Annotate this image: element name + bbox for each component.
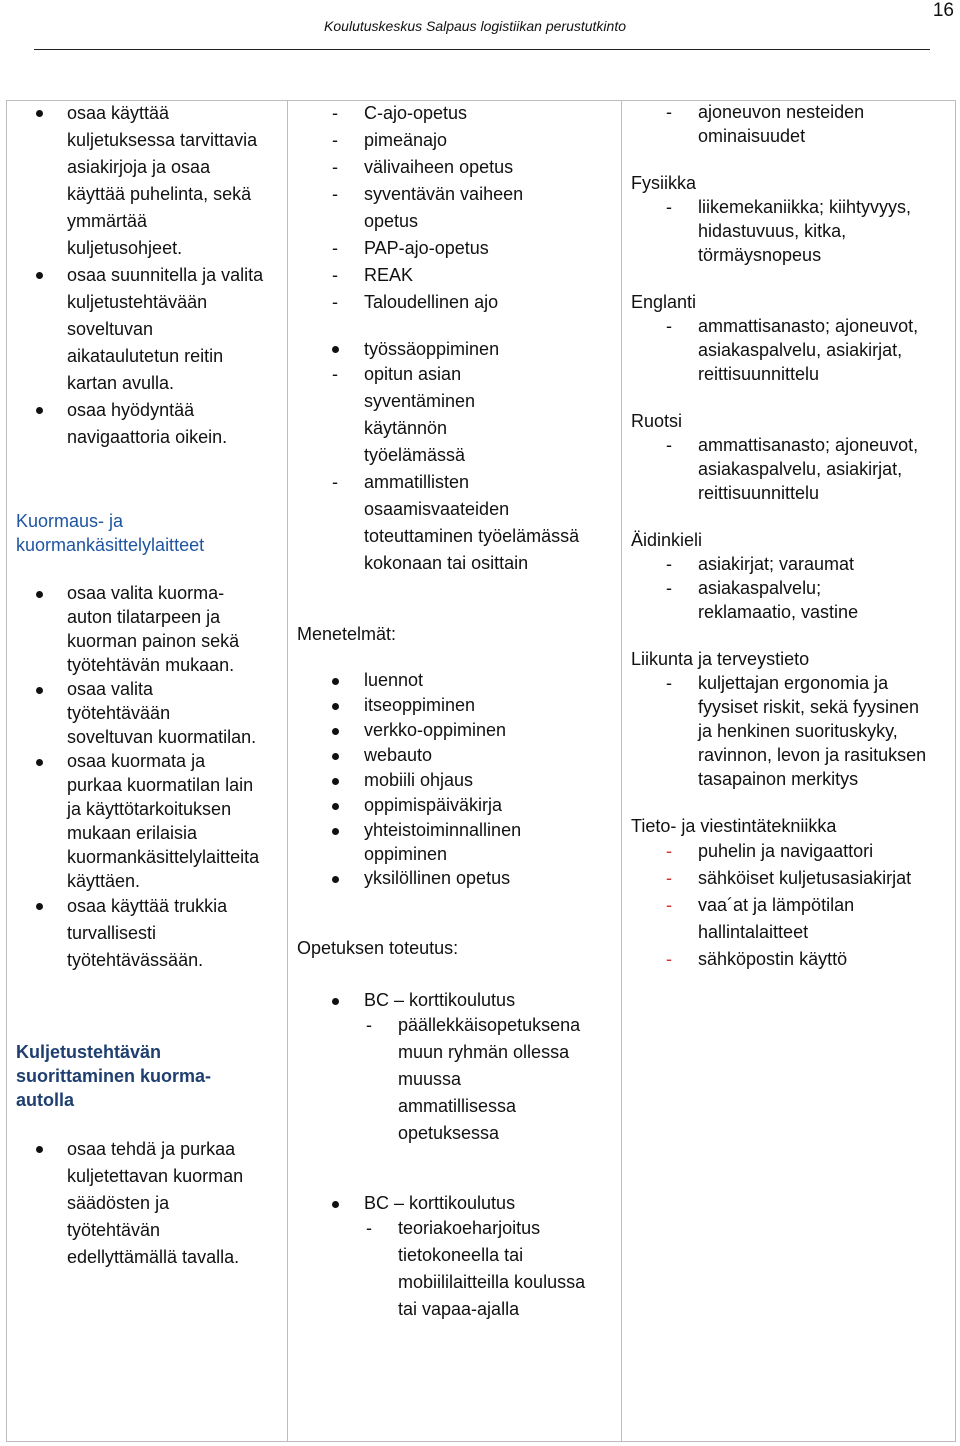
list-item: yhteistoiminnallinen oppiminen	[297, 818, 574, 866]
column-objectives	[16, 100, 284, 1271]
bc-training-sublist	[364, 1215, 617, 1323]
list-item: - ammatillisten osaamisvaateiden toteuttaminen työelämässä kokonaan tai osittain	[297, 469, 609, 577]
list-item: - Taloudellinen ajo	[297, 289, 564, 316]
fluids-list	[631, 100, 951, 148]
header-title: Koulutuskeskus Salpaus logistiikan perustutkinto	[324, 18, 626, 34]
list-item: - sähköpostin käyttö	[631, 946, 958, 973]
list-item: - puhelin ja navigaattori	[631, 838, 958, 865]
list-item: yksilöllinen opetus	[297, 866, 617, 891]
list-item: osaa hyödyntää navigaattoria oikein.	[0, 397, 267, 451]
objectives-list-1	[0, 100, 284, 451]
bc-training-label: BC – korttikoulutus	[364, 990, 516, 1010]
list-item	[297, 336, 617, 363]
list-item: osaa suunnitella ja valita kuljetustehtävään soveltuvan aikataulutetun reitin kartan avulla.	[0, 262, 267, 397]
bc-training-sublist	[364, 1012, 617, 1147]
column-divider-1	[287, 100, 288, 1442]
list-item: - ammattisanasto; ajoneuvot, asiakaspalvelu, asiakirjat, reittisuunnittelu	[631, 433, 948, 505]
list-item	[297, 988, 617, 1147]
subject-finnish: Äidinkieli	[631, 530, 703, 550]
column-divider-2	[621, 100, 622, 1442]
workplace-learning-label: työssäoppiminen	[364, 339, 500, 359]
driving-lessons-list	[297, 100, 617, 316]
header-rule	[34, 49, 930, 50]
list-item: osaa käyttää kuljetuksessa tarvittavia asiakirjoja ja osaa käyttää puhelinta, sekä ymmärtää kuljetusohjeet.	[0, 100, 267, 262]
list-item: - pimeänajo	[297, 127, 564, 154]
list-item: - C-ajo-opetus	[297, 100, 564, 127]
list-item: osaa kuormata ja purkaa kuormatilan lain ja käyttötarkoituksen mukaan erilaisia kuormankäsittelylaitteita käyttäen.	[0, 749, 257, 893]
methods-label: Menetelmät:	[297, 624, 397, 644]
list-item: - PAP-ajo-opetus	[297, 235, 564, 262]
list-item: webauto	[297, 743, 617, 768]
list-item	[297, 1191, 617, 1323]
methods-list	[297, 668, 617, 891]
list-item: oppimispäiväkirja	[297, 793, 617, 818]
page-number: 16	[932, 0, 954, 21]
list-item: mobiili ohjaus	[297, 768, 617, 793]
implementation-list-1	[297, 988, 617, 1147]
section-heading-transport: Kuljetustehtävän suorittaminen kuorma-autolla	[16, 1042, 212, 1110]
list-item: itseoppiminen	[297, 693, 617, 718]
subject-swedish: Ruotsi	[631, 411, 683, 431]
finnish-list	[631, 552, 951, 624]
implementation-label: Opetuksen toteutus:	[297, 938, 459, 958]
list-item: verkko-oppiminen	[297, 718, 617, 743]
list-item: - kuljettajan ergonomia ja fyysiset riskit, sekä fyysinen ja henkinen suorituskyky, ravinnon, levon ja rasituksen tasapainon merkitys	[631, 671, 928, 791]
physics-list	[631, 195, 951, 267]
implementation-list-2	[297, 1191, 617, 1323]
swedish-list	[631, 433, 951, 505]
list-item: - välivaiheen opetus	[297, 154, 564, 181]
list-item: - asiakaspalvelu; reklamaatio, vastine	[631, 576, 918, 624]
ict-list	[631, 838, 951, 973]
subject-english: Englanti	[631, 292, 697, 312]
column-methods	[297, 100, 617, 1323]
list-item: - päällekkäisopetuksena muun ryhmän ollessa muussa ammatillisessa opetuksessa	[364, 1012, 578, 1147]
list-item: - opitun asian syventäminen käytännön työelämässä	[297, 361, 514, 469]
list-item: - liikemekaniikka; kiihtyvyys, hidastuvuus, kitka, törmäysnopeus	[631, 195, 948, 267]
list-item: - teoriakoeharjoitus tietokoneella tai mobiililaitteilla koulussa tai vapaa-ajalla	[364, 1215, 588, 1323]
list-item: osaa käyttää trukkia turvallisesti työtehtävässään.	[0, 893, 257, 974]
subject-physics: Fysiikka	[631, 173, 697, 193]
english-list	[631, 314, 951, 386]
list-item: - ammattisanasto; ajoneuvot, asiakaspalvelu, asiakirjat, reittisuunnittelu	[631, 314, 948, 386]
workplace-learning	[297, 336, 617, 363]
list-item: osaa valita työtehtävään soveltuvan kuormatilan.	[0, 677, 257, 749]
list-item: - REAK	[297, 262, 564, 289]
list-item: - sähköiset kuljetusasiakirjat	[631, 865, 958, 892]
list-item: - ajoneuvon nesteiden ominaisuudet	[631, 100, 928, 148]
list-item: - vaa´at ja lämpötilan hallintalaitteet	[631, 892, 898, 946]
section-heading-loading: Kuormaus- ja kuormankäsittelylaitteet	[16, 511, 205, 555]
objectives-list-3	[0, 1136, 284, 1271]
subject-health: Liikunta ja terveystieto	[631, 649, 810, 669]
bc-training-label: BC – korttikoulutus	[364, 1193, 516, 1213]
list-item: osaa tehdä ja purkaa kuljetettavan kuorman säädösten ja työtehtävän edellyttämällä tavalla.	[0, 1136, 267, 1271]
list-item: luennot	[297, 668, 617, 693]
health-list	[631, 671, 951, 791]
subject-ict: Tieto- ja viestintätekniikka	[631, 816, 837, 836]
objectives-list-2	[0, 581, 284, 974]
list-item: - syventävän vaiheen opetus	[297, 181, 564, 235]
column-subjects	[631, 100, 951, 973]
list-item: osaa valita kuorma-auton tilatarpeen ja kuorman painon sekä työtehtävän mukaan.	[0, 581, 257, 677]
list-item: - asiakirjat; varaumat	[631, 552, 918, 576]
workplace-learning-sublist	[297, 361, 617, 577]
